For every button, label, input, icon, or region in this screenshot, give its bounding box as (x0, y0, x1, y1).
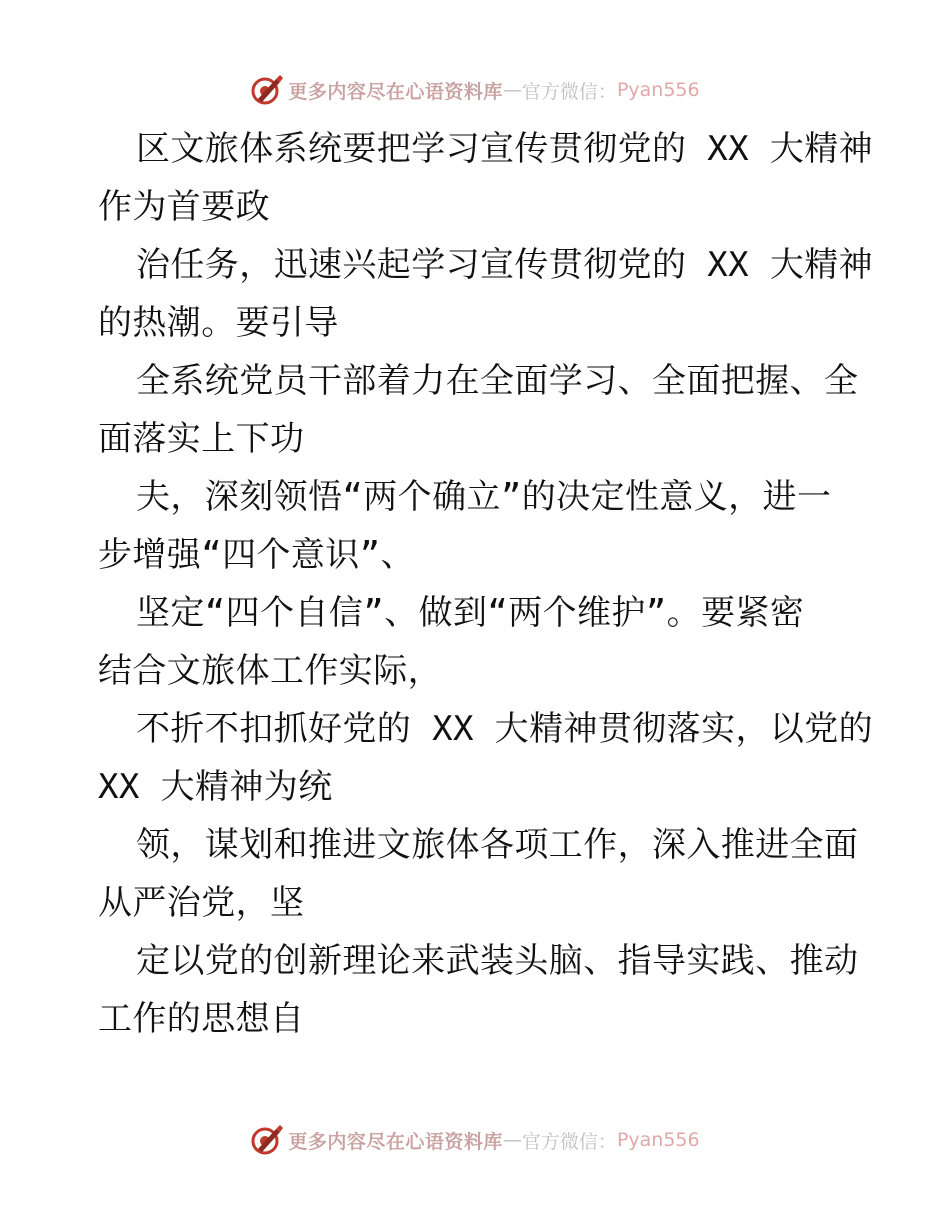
body-line: 步增强“四个意识”、 (98, 535, 415, 575)
footer-banner (0, 1122, 950, 1158)
pen-logo-icon (250, 73, 284, 107)
body-line: 工作的思想自 (98, 999, 305, 1039)
header-banner (0, 72, 950, 108)
header-wechat-label: 官方微信： (521, 80, 617, 103)
body-line: 治任务，迅速兴起学习宣传贯彻党的 XX 大精神 (136, 245, 874, 285)
body-line: XX 大精神为统 (98, 767, 333, 807)
body-line: 领，谋划和推进文旅体各项工作，深入推进全面 (136, 825, 859, 865)
body-line: 从严治党，坚 (98, 883, 305, 923)
header-wechat-id: Pyan556 (616, 79, 700, 101)
header-dash: — (502, 79, 522, 101)
body-line: 夫，深刻领悟“两个确立”的决定性意义，进一 (136, 477, 832, 517)
footer-wechat-id: Pyan556 (616, 1129, 700, 1151)
body-line: 定以党的创新理论来武装头脑、指导实践、推动 (136, 941, 859, 981)
pen-logo-icon (250, 1123, 284, 1157)
body-line: 面落实上下功 (98, 419, 305, 459)
header-brand-text: 更多内容尽在心语资料库 (288, 80, 503, 103)
body-line: 全系统党员干部着力在全面学习、全面把握、全 (136, 361, 859, 401)
body-line: 不折不扣抓好党的 XX 大精神贯彻落实，以党的 (136, 709, 874, 749)
document-body (98, 120, 874, 1048)
footer-dash: — (502, 1129, 522, 1151)
body-line: 的热潮。要引导 (98, 303, 339, 343)
body-line: 结合文旅体工作实际， (98, 651, 442, 691)
footer-brand-text: 更多内容尽在心语资料库 (288, 1130, 503, 1153)
body-line: 区文旅体系统要把学习宣传贯彻党的 XX 大精神 (136, 129, 874, 169)
footer-wechat-label: 官方微信： (521, 1130, 617, 1153)
body-line: 作为首要政 (98, 187, 270, 227)
body-line: 坚定“四个自信”、做到“两个维护”。要紧密 (136, 593, 805, 633)
